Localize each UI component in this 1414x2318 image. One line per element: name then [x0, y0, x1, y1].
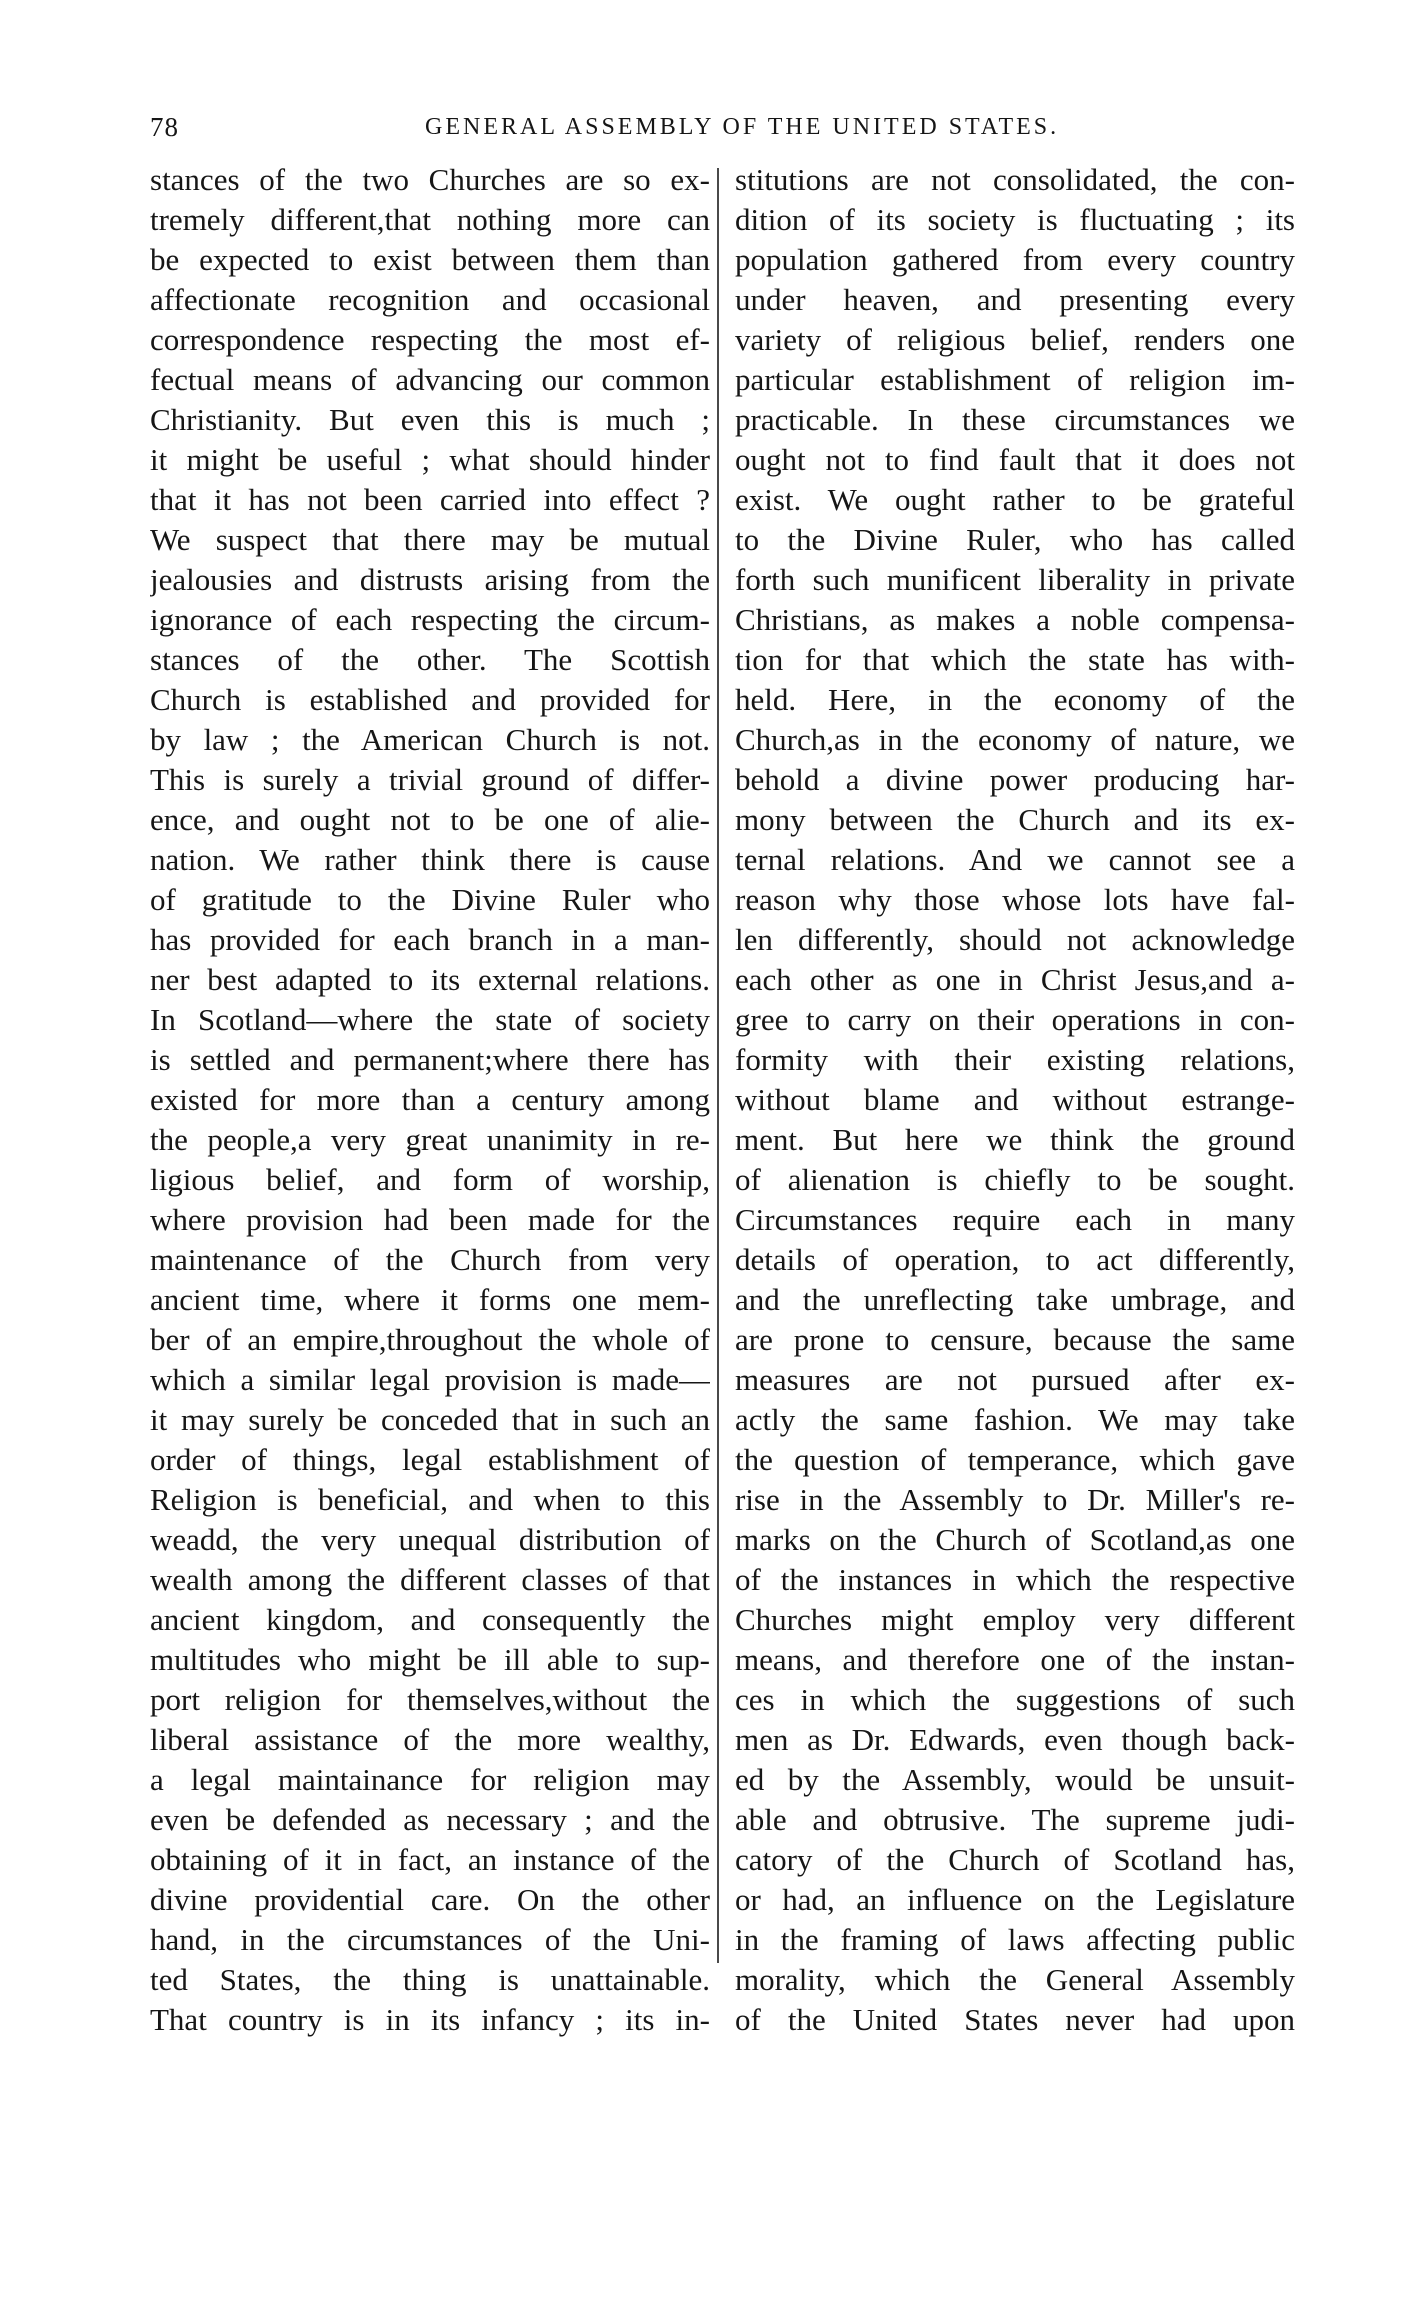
- text-line: it may surely be conceded that in such an: [150, 1402, 710, 1437]
- text-line: ancient time, where it forms one mem-: [150, 1282, 710, 1317]
- text-line: ment. But here we think the ground: [735, 1122, 1295, 1157]
- running-head: GENERAL ASSEMBLY OF THE UNITED STATES.: [425, 114, 1060, 140]
- text-line: gree to carry on their operations in con-: [735, 1002, 1295, 1037]
- text-line: rise in the Assembly to Dr. Miller's re-: [735, 1482, 1295, 1517]
- page-header: [150, 112, 1300, 152]
- text-line: liberal assistance of the more wealthy,: [150, 1722, 710, 1757]
- text-line: ligious belief, and form of worship,: [150, 1162, 710, 1197]
- text-line: ternal relations. And we cannot see a: [735, 842, 1295, 877]
- text-line: without blame and without estrange-: [735, 1082, 1295, 1117]
- text-line: forth such munificent liberality in private: [735, 562, 1295, 597]
- text-line: marks on the Church of Scotland,as one: [735, 1522, 1295, 1557]
- text-line: mony between the Church and its ex-: [735, 802, 1295, 837]
- text-line: are prone to censure, because the same: [735, 1322, 1295, 1357]
- text-line: exist. We ought rather to be grateful: [735, 482, 1295, 517]
- text-line: tion for that which the state has with-: [735, 642, 1295, 677]
- text-line: ces in which the suggestions of such: [735, 1682, 1295, 1717]
- text-line: population gathered from every country: [735, 242, 1295, 277]
- text-line: fectual means of advancing our common: [150, 362, 710, 397]
- text-line: variety of religious belief, renders one: [735, 322, 1295, 357]
- text-line: is settled and permanent;where there has: [150, 1042, 710, 1077]
- text-line: of the instances in which the respective: [735, 1562, 1295, 1597]
- text-line: of gratitude to the Divine Ruler who: [150, 882, 710, 917]
- text-line: under heaven, and presenting every: [735, 282, 1295, 317]
- text-line: details of operation, to act differently,: [735, 1242, 1295, 1277]
- text-line: practicable. In these circumstances we: [735, 402, 1295, 437]
- text-line: catory of the Church of Scotland has,: [735, 1842, 1295, 1877]
- text-line: particular establishment of religion im-: [735, 362, 1295, 397]
- text-line: Church is established and provided for: [150, 682, 710, 717]
- text-line: the people,a very great unanimity in re-: [150, 1122, 710, 1157]
- text-line: has provided for each branch in a man-: [150, 922, 710, 957]
- text-line: multitudes who might be ill able to sup-: [150, 1642, 710, 1677]
- text-line: each other as one in Christ Jesus,and a-: [735, 962, 1295, 997]
- text-line: Circumstances require each in many: [735, 1202, 1295, 1237]
- text-line: held. Here, in the economy of the: [735, 682, 1295, 717]
- text-line: ence, and ought not to be one of alie-: [150, 802, 710, 837]
- text-line: the question of temperance, which gave: [735, 1442, 1295, 1477]
- text-line: reason why those whose lots have fal-: [735, 882, 1295, 917]
- text-line: Religion is beneficial, and when to this: [150, 1482, 710, 1517]
- text-line: weadd, the very unequal distribution of: [150, 1522, 710, 1557]
- column-divider: [717, 168, 719, 1963]
- text-line: Churches might employ very different: [735, 1602, 1295, 1637]
- text-line: Church,as in the economy of nature, we: [735, 722, 1295, 757]
- text-line: able and obtrusive. The supreme judi-: [735, 1802, 1295, 1837]
- text-line: correspondence respecting the most ef-: [150, 322, 710, 357]
- text-line: jealousies and distrusts arising from the: [150, 562, 710, 597]
- text-line: We suspect that there may be mutual: [150, 522, 710, 557]
- text-line: stances of the other. The Scottish: [150, 642, 710, 677]
- text-line: even be defended as necessary ; and the: [150, 1802, 710, 1837]
- text-line: ignorance of each respecting the circum-: [150, 602, 710, 637]
- text-line: divine providential care. On the other: [150, 1882, 710, 1917]
- right-text-column: [735, 160, 1295, 2040]
- text-line: dition of its society is fluctuating ; its: [735, 202, 1295, 237]
- text-line: port religion for themselves,without the: [150, 1682, 710, 1717]
- text-line: Christians, as makes a noble compensa-: [735, 602, 1295, 637]
- text-line: len differently, should not acknowledge: [735, 922, 1295, 957]
- text-line: of alienation is chiefly to be sought.: [735, 1162, 1295, 1197]
- text-line: obtaining of it in fact, an instance of the: [150, 1842, 710, 1877]
- text-line: means, and therefore one of the instan-: [735, 1642, 1295, 1677]
- left-text-column: [150, 160, 710, 2040]
- text-line: ancient kingdom, and consequently the: [150, 1602, 710, 1637]
- text-line: a legal maintainance for religion may: [150, 1762, 710, 1797]
- text-line: order of things, legal establishment of: [150, 1442, 710, 1477]
- text-line: That country is in its infancy ; its in-: [150, 2002, 710, 2037]
- text-line: or had, an influence on the Legislature: [735, 1882, 1295, 1917]
- text-line: existed for more than a century among: [150, 1082, 710, 1117]
- text-line: where provision had been made for the: [150, 1202, 710, 1237]
- text-line: ed by the Assembly, would be unsuit-: [735, 1762, 1295, 1797]
- text-line: and the unreflecting take umbrage, and: [735, 1282, 1295, 1317]
- text-line: affectionate recognition and occasional: [150, 282, 710, 317]
- text-line: stances of the two Churches are so ex-: [150, 162, 710, 197]
- text-line: hand, in the circumstances of the Uni-: [150, 1922, 710, 1957]
- text-line: In Scotland—where the state of society: [150, 1002, 710, 1037]
- text-line: ner best adapted to its external relations.: [150, 962, 710, 997]
- text-line: of the United States never had upon: [735, 2002, 1295, 2037]
- text-line: be expected to exist between them than: [150, 242, 710, 277]
- text-line: to the Divine Ruler, who has called: [735, 522, 1295, 557]
- text-line: Christianity. But even this is much ;: [150, 402, 710, 437]
- text-line: behold a divine power producing har-: [735, 762, 1295, 797]
- text-line: wealth among the different classes of that: [150, 1562, 710, 1597]
- text-line: stitutions are not consolidated, the con-: [735, 162, 1295, 197]
- text-line: by law ; the American Church is not.: [150, 722, 710, 757]
- text-line: that it has not been carried into effect ?: [150, 482, 710, 517]
- text-line: ber of an empire,throughout the whole of: [150, 1322, 710, 1357]
- text-line: maintenance of the Church from very: [150, 1242, 710, 1277]
- text-line: nation. We rather think there is cause: [150, 842, 710, 877]
- text-line: in the framing of laws affecting public: [735, 1922, 1295, 1957]
- text-line: formity with their existing relations,: [735, 1042, 1295, 1077]
- text-line: ought not to find fault that it does not: [735, 442, 1295, 477]
- text-line: This is surely a trivial ground of differ-: [150, 762, 710, 797]
- text-line: measures are not pursued after ex-: [735, 1362, 1295, 1397]
- text-line: actly the same fashion. We may take: [735, 1402, 1295, 1437]
- text-line: tremely different,that nothing more can: [150, 202, 710, 237]
- page-number: 78: [150, 112, 179, 142]
- text-line: morality, which the General Assembly: [735, 1962, 1295, 1997]
- text-line: it might be useful ; what should hinder: [150, 442, 710, 477]
- text-line: which a similar legal provision is made—: [150, 1362, 710, 1397]
- text-line: men as Dr. Edwards, even though back-: [735, 1722, 1295, 1757]
- text-line: ted States, the thing is unattainable.: [150, 1962, 710, 1997]
